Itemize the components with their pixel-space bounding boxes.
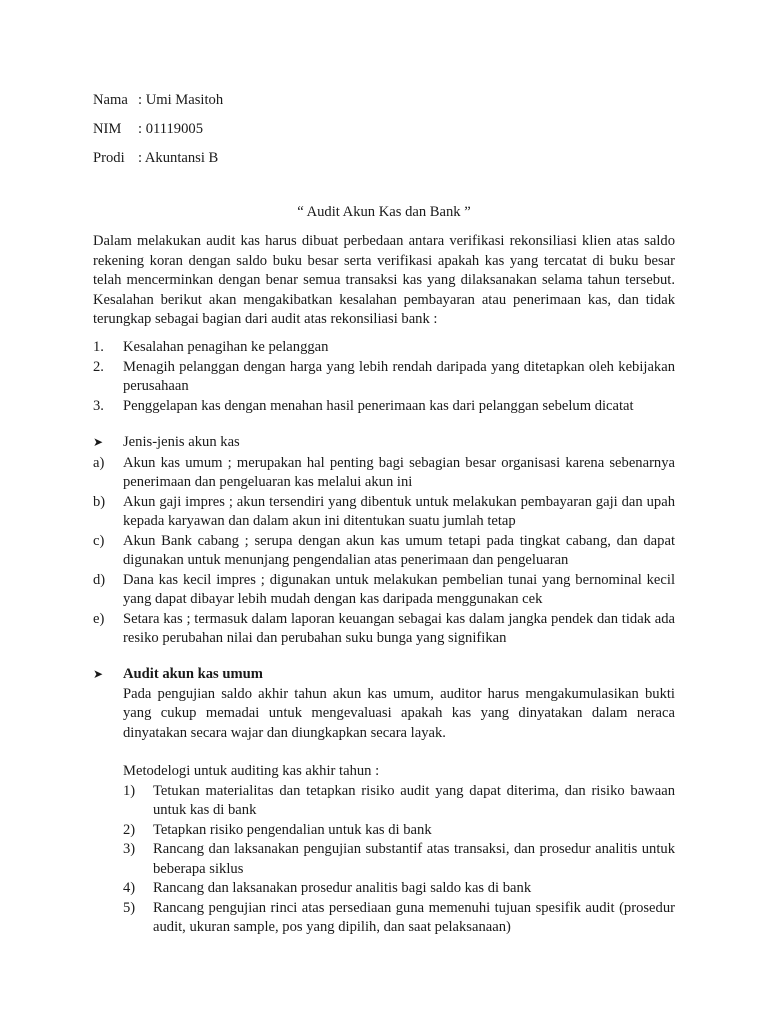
list-text: Setara kas ; termasuk dalam laporan keuangan sebagai kas dalam jangka pendek dan tidak ada resiko perubahan nilai dan perubahan suku bunga yang signifikan xyxy=(123,610,675,646)
arrowhead-bullet-icon: ➤ xyxy=(93,667,104,681)
audit-paragraph: Pada pengujian saldo akhir tahun akun kas umum, auditor harus mengakumulasikan bukti yang cukup memadai untuk mengevaluasi apakah kas yang dinyatakan dalam neraca dinyatakan secara wajar dan diungkapkan secara layak. xyxy=(123,685,675,741)
list-item xyxy=(123,821,675,841)
list-marker: 2) xyxy=(123,821,136,838)
list-marker: c) xyxy=(93,532,105,549)
list-text: Kesalahan penagihan ke pelanggan xyxy=(123,339,329,355)
list-marker: 4) xyxy=(123,880,136,896)
nama-value: : Umi Masitoh xyxy=(138,91,224,108)
list-text: Akun Bank cabang ; serupa dengan akun kas umum tetapi pada tingkat cabang, dan dapat digunakan untuk menunjang pengendalian atas penerimaan dan pengeluaran xyxy=(123,532,675,568)
steps-list xyxy=(93,782,675,938)
list-item xyxy=(123,879,675,899)
list-item xyxy=(93,397,675,417)
error-list xyxy=(93,338,675,416)
list-text: Rancang dan laksanakan prosedur analitis bagi saldo kas di bank xyxy=(153,880,532,896)
prodi-row xyxy=(93,144,223,173)
list-marker: 5) xyxy=(123,899,136,916)
list-marker: b) xyxy=(93,493,106,510)
jenis-heading-row xyxy=(93,433,675,453)
prodi-value: : Akuntansi B xyxy=(138,149,219,166)
list-marker: d) xyxy=(93,571,106,588)
list-marker: 1. xyxy=(93,339,104,355)
list-item xyxy=(93,610,675,649)
list-item xyxy=(93,358,675,397)
audit-heading: Audit akun kas umum xyxy=(123,666,263,682)
list-item xyxy=(93,493,675,532)
list-marker: a) xyxy=(93,454,105,471)
list-text: Dana kas kecil impres ; digunakan untuk melakukan pembelian tunai yang bernominal kecil yang dapat dibayar lebih mudah dengan kas daripada menggunakan cek xyxy=(123,571,675,607)
list-marker: 1) xyxy=(123,782,136,799)
list-item xyxy=(93,571,675,610)
list-text: Tetapkan risiko pengendalian untuk kas di bank xyxy=(153,821,432,838)
list-marker: 3. xyxy=(93,397,104,414)
list-item xyxy=(123,782,675,821)
list-marker: 3) xyxy=(123,841,136,857)
audit-heading-row xyxy=(93,665,675,685)
jenis-list xyxy=(93,454,675,649)
metodologi-heading: Metodelogi untuk auditing kas akhir tahun : xyxy=(123,763,380,779)
intro-paragraph xyxy=(93,232,675,330)
nim-row xyxy=(93,115,223,144)
spacer xyxy=(93,743,675,762)
jenis-section xyxy=(93,433,675,649)
document-title: “ Audit Akun Kas dan Bank ” xyxy=(297,204,471,220)
nama-label: Nama xyxy=(93,91,128,108)
student-info xyxy=(93,86,223,173)
list-text: Penggelapan kas dengan menahan hasil penerimaan kas dari pelanggan sebelum dicatat xyxy=(123,397,634,414)
list-text: Rancang dan laksanakan pengujian substantif atas transaksi, dan prosedur analitis untuk beberapa siklus xyxy=(153,841,675,877)
list-item xyxy=(93,454,675,493)
arrowhead-bullet-icon: ➤ xyxy=(93,435,104,449)
intro-text: Dalam melakukan audit kas harus dibuat perbedaan antara verifikasi rekonsiliasi klien atas saldo rekening koran dengan saldo buku besar serta verifikasi apakah kas yang tercatat di buku besar telah mencerminkan dengan benar semua transaksi kas yang dilaksanakan selama tahun tersebut. Kesalahan berikut akan mengakibatkan kesalahan pembayaran atau penerimaan kas, dan tidak terungkap sebagai bagian dari audit atas rekonsiliasi bank : xyxy=(93,233,675,327)
list-item xyxy=(93,532,675,571)
jenis-heading: Jenis-jenis akun kas xyxy=(123,434,240,450)
list-marker: 2. xyxy=(93,358,104,375)
list-text: Rancang pengujian rinci atas persediaan guna memenuhi tujuan spesifik audit (prosedur audit, ukuran sample, pos yang dipilih, dan saat pelaksanaan) xyxy=(153,899,675,935)
nama-row xyxy=(93,86,223,115)
list-text: Tetukan materialitas dan tetapkan risiko audit yang dapat diterima, dan risiko bawaan untuk kas di bank xyxy=(153,782,675,818)
nim-value: : 01119005 xyxy=(138,120,203,137)
list-text: Menagih pelanggan dengan harga yang lebih rendah daripada yang ditetapkan oleh kebijakan perusahaan xyxy=(123,358,675,394)
list-item xyxy=(93,338,675,358)
nim-label: NIM xyxy=(93,120,122,137)
list-item xyxy=(123,840,675,879)
audit-section xyxy=(93,665,675,938)
prodi-label: Prodi xyxy=(93,149,125,166)
list-text: Akun kas umum ; merupakan hal penting bagi sebagian besar organisasi karena sebenarnya penerimaan dan pengeluaran kas melalui akun ini xyxy=(123,454,675,490)
list-item xyxy=(123,899,675,938)
list-text: Akun gaji impres ; akun tersendiri yang dibentuk untuk melakukan pembayaran gaji dan upah kepada karyawan dan dalam akun ini ditentukan suatu jumlah tetap xyxy=(123,493,675,529)
list-marker: e) xyxy=(93,610,105,627)
